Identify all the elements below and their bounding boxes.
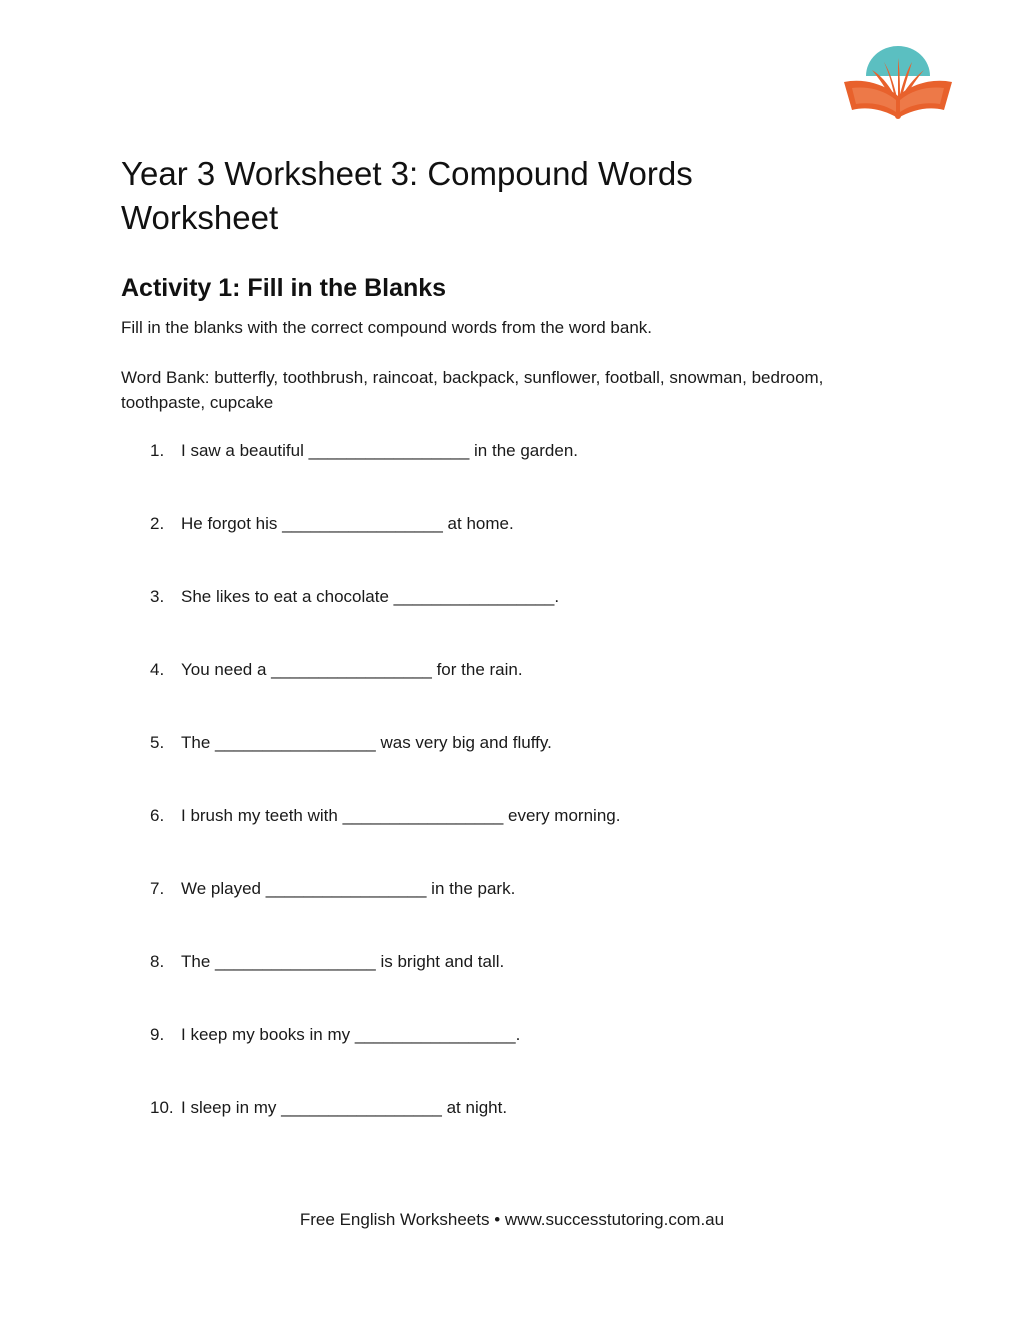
activity-heading: Activity 1: Fill in the Blanks: [121, 274, 447, 302]
question-number: 9.: [150, 1025, 165, 1044]
question-item: [121, 585, 901, 609]
question-item: [121, 731, 901, 755]
question-item: [121, 512, 901, 536]
question-text: We played _________________ in the park.: [181, 879, 516, 898]
question-text: I keep my books in my _________________.: [181, 1025, 521, 1044]
question-text: The _________________ is bright and tall.: [181, 952, 505, 971]
page-title: Year 3 Worksheet 3: Compound Words Worksheet: [121, 155, 693, 236]
footer-text: Free English Worksheets • www.successtutoring.com.au: [299, 1210, 725, 1229]
question-item: [121, 1023, 901, 1047]
word-bank-text: Word Bank: butterfly, toothbrush, raincoat, backpack, sunflower, football, snowman, bedroom, toothpaste, cupcake: [121, 368, 824, 412]
question-item: [121, 950, 901, 974]
question-number: 4.: [150, 660, 165, 679]
question-number: 2.: [150, 514, 165, 533]
question-number: 5.: [150, 733, 165, 752]
question-text: He forgot his _________________ at home.: [181, 514, 514, 533]
question-number: 8.: [150, 952, 165, 971]
question-number: 10.: [150, 1098, 174, 1117]
open-book-with-sun-icon: [838, 42, 958, 122]
question-item: [121, 658, 901, 682]
question-number: 3.: [150, 587, 165, 606]
question-number: 7.: [150, 879, 165, 898]
question-item: [121, 1096, 901, 1120]
question-text: I saw a beautiful _________________ in the garden.: [181, 441, 578, 460]
question-text: She likes to eat a chocolate _________________.: [181, 587, 560, 606]
question-text: The _________________ was very big and fluffy.: [181, 733, 552, 752]
question-number: 1.: [150, 441, 165, 460]
question-text: I brush my teeth with _________________ every morning.: [181, 806, 621, 825]
question-number: 6.: [150, 806, 165, 825]
question-text: I sleep in my _________________ at night.: [181, 1098, 508, 1117]
question-item: [121, 804, 901, 828]
question-item: [121, 439, 901, 463]
question-item: [121, 877, 901, 901]
question-text: You need a _________________ for the rain.: [181, 660, 523, 679]
instructions-text: Fill in the blanks with the correct compound words from the word bank.: [121, 318, 653, 337]
